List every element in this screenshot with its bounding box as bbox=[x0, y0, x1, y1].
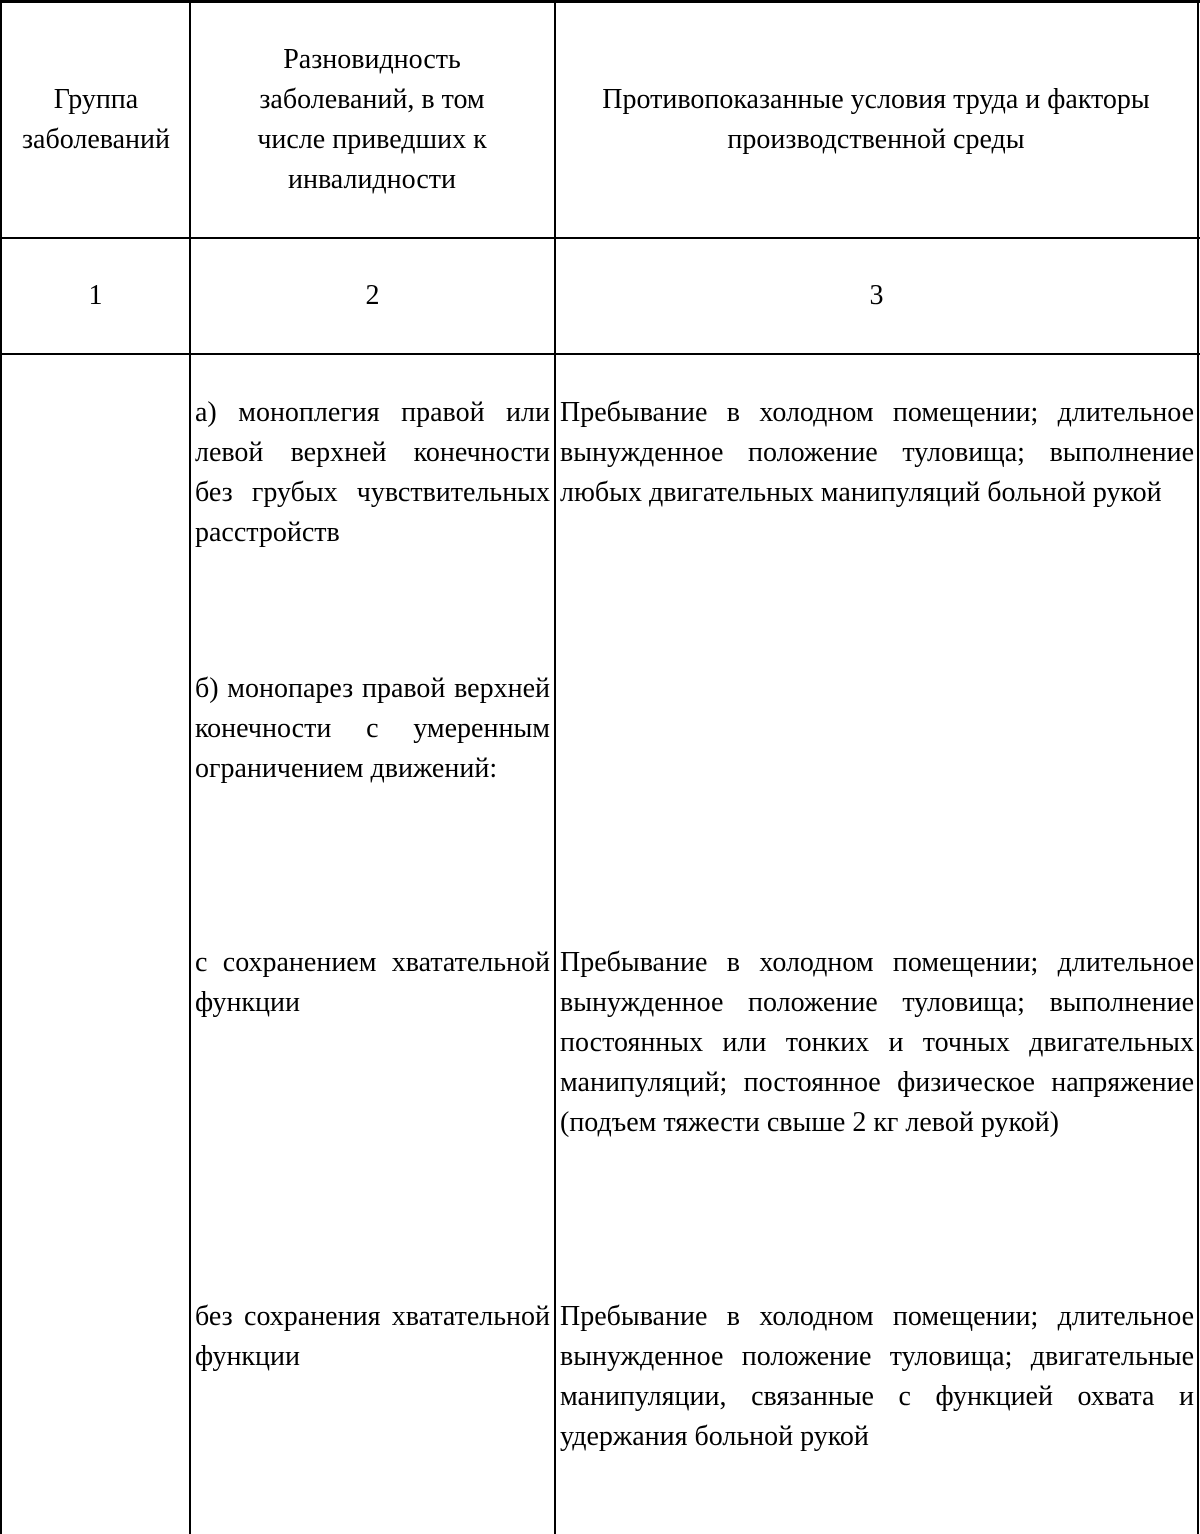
header-disease-group: Группа заболеваний bbox=[22, 84, 170, 155]
table-border-top bbox=[0, 0, 1200, 3]
variety-monoplegia: а) моноплегия правой или левой верхней конечности без грубых чувствительных расстройств bbox=[195, 397, 550, 548]
table-border-left bbox=[0, 0, 2, 1534]
column-number-1: 1 bbox=[88, 280, 103, 311]
variety-monoparesis: б) монопарез правой верхней конечности с умеренным ограничением движений: bbox=[195, 673, 550, 784]
column-number-3: 3 bbox=[869, 280, 884, 311]
table-border-right bbox=[1197, 0, 1199, 1534]
conditions-with-grip-function: Пребывание в холодном помещении; длительное вынужденное положение туловища; выполнение постоянных или тонких и точных двигательных манипуляций; постоянное физическое напряжение (подъем тяжести свыше 2 кг левой рукой) bbox=[560, 947, 1194, 1138]
column-divider-1 bbox=[189, 0, 191, 1534]
conditions-without-grip-function: Пребывание в холодном помещении; длительное вынужденное положение туловища; двигательные манипуляции, связанные с функцией охвата и удержания больной рукой bbox=[560, 1301, 1194, 1452]
column-number-2: 2 bbox=[365, 280, 380, 311]
header-divider bbox=[0, 237, 1200, 239]
variety-with-grip-function: с сохранением хватательной функции bbox=[195, 947, 550, 1018]
header-disease-variety: Разновидность заболеваний, в том числе приведших к инвалидности bbox=[257, 44, 487, 195]
variety-without-grip-function: без сохранения хватательной функции bbox=[195, 1301, 550, 1372]
header-contraindicated-conditions: Противопоказанные условия труда и факторы производственной среды bbox=[602, 84, 1150, 155]
column-divider-2 bbox=[554, 0, 556, 1534]
numbers-divider bbox=[0, 353, 1200, 355]
conditions-monoplegia: Пребывание в холодном помещении; длительное вынужденное положение туловища; выполнение любых двигательных манипуляций больной рукой bbox=[560, 397, 1194, 508]
